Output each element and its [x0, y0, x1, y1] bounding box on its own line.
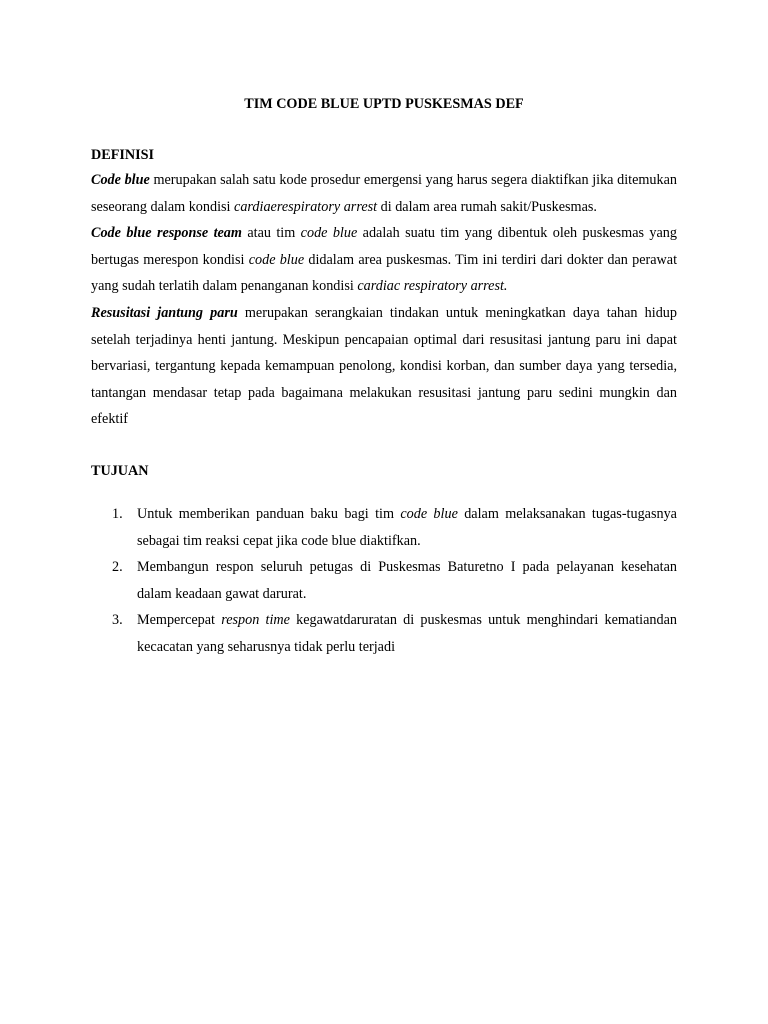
italic-term: cardiaerespiratory arrest — [234, 198, 378, 215]
document-title: TIM CODE BLUE UPTD PUSKESMAS DEF — [244, 96, 524, 112]
text: kegawatdaruratan di puskesmas untuk menghindari kematiandan kecacatan yang seharusnya tidak perlu terjadi — [137, 612, 677, 655]
list-item — [91, 607, 677, 660]
list-number: 1. — [112, 505, 123, 522]
text: didalam area puskesmas. Tim ini terdiri dari dokter dan perawat yang sudah terlatih dalam penanganan kondisi — [91, 251, 678, 295]
list-number: 2. — [112, 559, 123, 576]
section-spacer — [91, 433, 677, 459]
italic-term: code blue — [248, 251, 305, 268]
list-item — [91, 554, 677, 607]
italic-term: respon time — [221, 612, 290, 629]
text: merupakan serangkaian tindakan untuk meningkatkan daya tahan hidup setelah terjadinya henti jantung. Meskipun pencapaian optimal dari resusitasi jantung paru ini dapat bervariasi, tergantung kepada kemampuan penolong, kondisi korban, dan sumber daya yang tersedia, tantangan mendasar tetap pada bagaimana melakukan resusitasi jantung paru sedini mungkin dan efektif — [91, 304, 677, 428]
section-heading-definisi: DEFINISI — [91, 147, 155, 163]
paragraph-resusitasi-jantung-paru — [91, 300, 677, 433]
text: adalah suatu tim yang dibentuk oleh puskesmas yang bertugas merespon kondisi — [91, 225, 677, 268]
text: Membangun respon seluruh petugas di Puskesmas Baturetno I pada pelayanan kesehatan dalam keadaan gawat darurat. — [137, 559, 677, 602]
text: dalam melaksanakan tugas-tugasnya sebagai tim reaksi cepat jika code blue diaktifkan. — [137, 505, 677, 549]
italic-term: cardiac respiratory arrest. — [357, 278, 508, 295]
list-item — [91, 501, 677, 554]
text: atau tim — [241, 225, 301, 242]
term-resusitasi-jantung-paru: Resusitasi jantung paru — [91, 304, 238, 321]
paragraph-code-blue-response-team — [91, 220, 677, 300]
list-number: 3. — [112, 612, 123, 629]
section-heading-tujuan: TUJUAN — [91, 462, 149, 479]
text: Mempercepat — [137, 612, 222, 629]
text: di dalam area rumah sakit/Puskesmas. — [377, 198, 597, 215]
paragraph-code-blue — [91, 167, 677, 220]
text: Untuk memberikan panduan baku bagi tim — [137, 505, 401, 522]
italic-term: code blue — [400, 505, 458, 522]
document-page — [91, 94, 677, 661]
text: merupakan salah satu kode prosedur emergensi yang harus segera diaktifkan jika ditemukan seseorang dalam kondisi — [91, 172, 677, 215]
term-code-blue-response-team: Code blue response team — [91, 225, 242, 242]
term-code-blue: Code blue — [91, 172, 150, 188]
italic-term: code blue — [300, 225, 358, 242]
goals-list — [91, 501, 677, 661]
